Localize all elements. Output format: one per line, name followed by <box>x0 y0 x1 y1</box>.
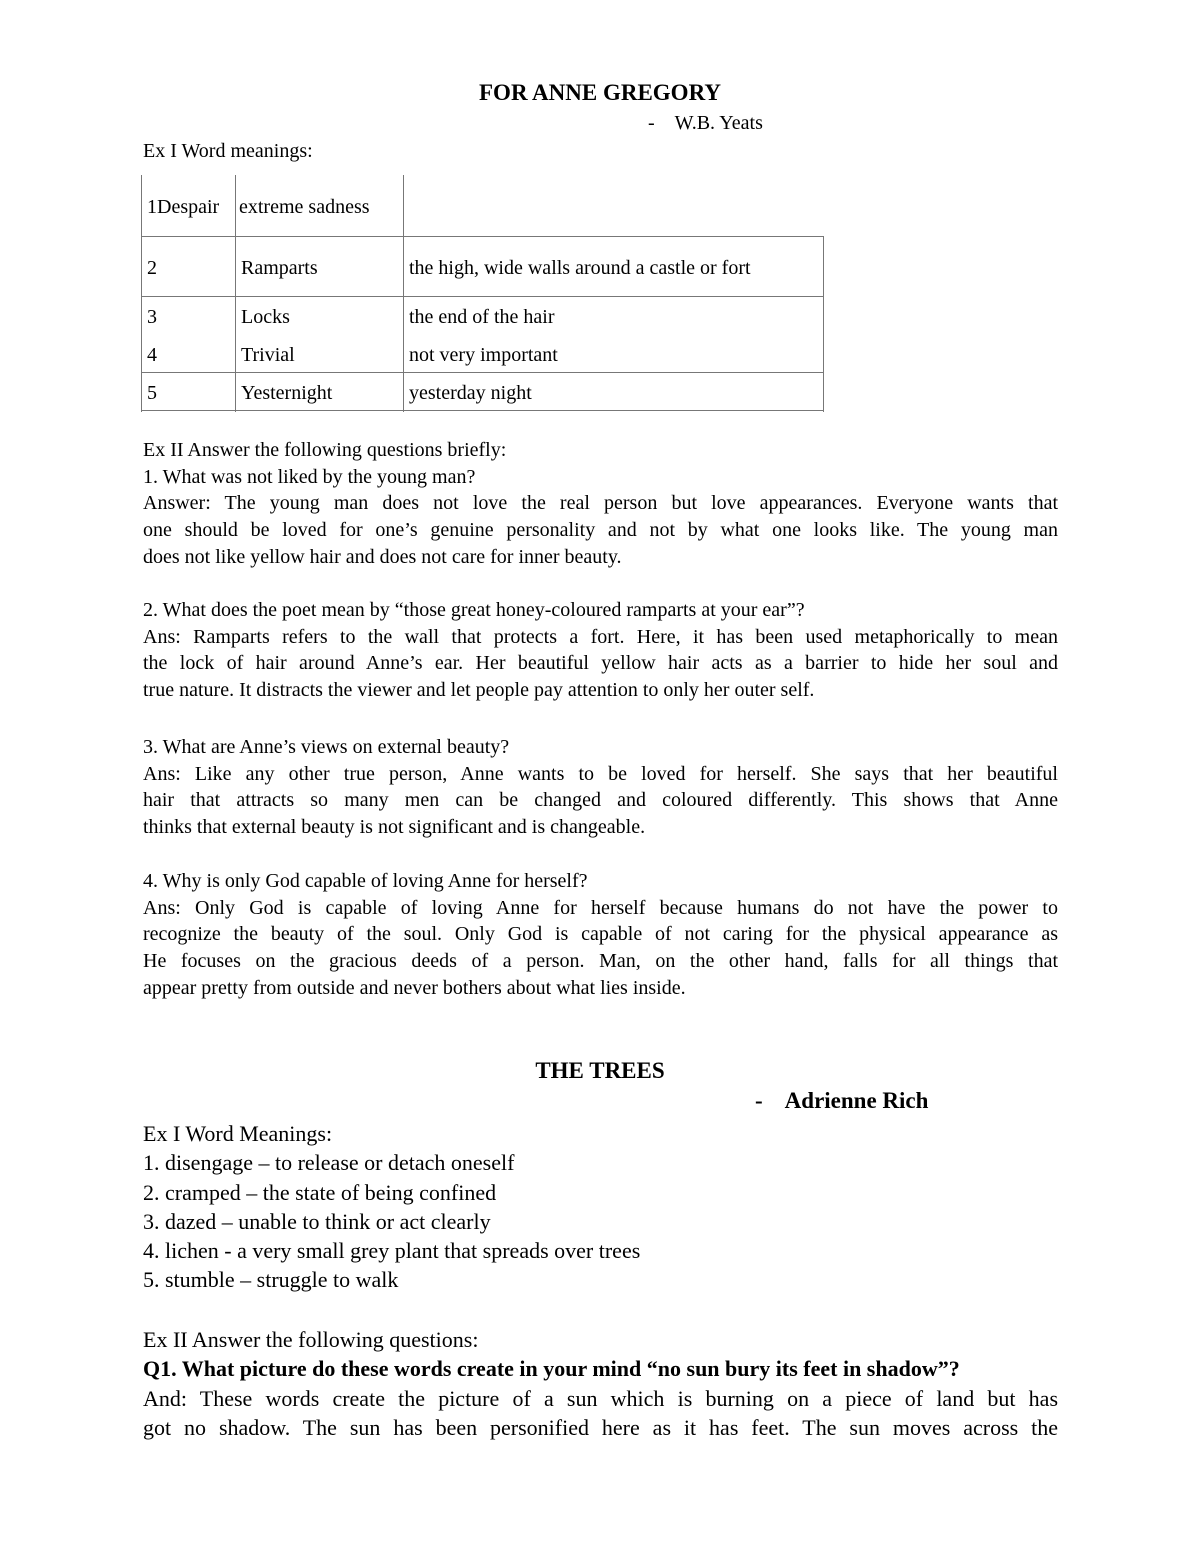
answer-line: one should be loved for one’s genuine personality and not by what one looks like. The young man <box>143 519 1058 542</box>
meaning-item: 3. dazed – unable to think or act clearly <box>143 1208 491 1234</box>
poem2-title: THE TREES <box>535 1058 665 1083</box>
answer-line: hair that attracts so many men can be changed and coloured differently. This shows that Anne <box>143 789 1058 812</box>
qa-block-2 <box>143 597 1058 704</box>
qa-block-3 <box>143 734 1058 841</box>
meaning-item: 2. cramped – the state of being confined <box>143 1179 497 1205</box>
poem1-author-name: W.B. Yeats <box>674 112 763 134</box>
table-cell-meaning: extreme sadness <box>239 196 370 218</box>
answer-line: He focuses on the gracious deeds of a person. Man, on the other hand, falls for all things that <box>143 950 1058 973</box>
answer-line: thinks that external beauty is not significant and is changeable. <box>143 816 646 839</box>
table-cell-word: Trivial <box>241 344 295 366</box>
table-cell-word: Locks <box>241 306 290 328</box>
table-cell-meaning: the end of the hair <box>409 306 555 328</box>
table-cell-num: 1Despair <box>147 196 220 218</box>
poem2-author <box>755 1088 928 1114</box>
answer-line: Ans: Only God is capable of loving Anne for herself because humans do not have the power to <box>143 896 1058 919</box>
answer-line: the lock of hair around Anne’s ear. Her beautiful yellow hair acts as a barrier to hide her soul and <box>143 652 1058 675</box>
author-dash: - <box>648 112 655 134</box>
table-cell-num: 2 <box>147 257 157 279</box>
qa-block-4 <box>143 868 1058 1002</box>
question: 4. Why is only God capable of loving Anne for herself? <box>143 870 588 892</box>
answer-line: true nature. It distracts the viewer and let people pay attention to only her outer self. <box>143 679 815 702</box>
poem2-ex2-label: Ex II Answer the following questions: <box>143 1327 479 1352</box>
meaning-item: 1. disengage – to release or detach oneself <box>143 1150 515 1176</box>
answer-line: Ans: Like any other true person, Anne wants to be loved for herself. She says that her beautiful <box>143 762 1058 785</box>
poem2-ex2-block <box>143 1325 1058 1442</box>
answer-line: got no shadow. The sun has been personified here as it has feet. The sun moves across the <box>143 1414 1058 1440</box>
poem2-ex1-label: Ex I Word Meanings: <box>143 1121 333 1146</box>
table-cell-meaning: yesterday night <box>409 382 532 404</box>
question: Q1. What picture do these words create in your mind “no sun bury its feet in shadow”? <box>143 1356 960 1382</box>
meaning-item: 4. lichen - a very small grey plant that spreads over trees <box>143 1238 641 1264</box>
answer-line: appear pretty from outside and never bothers about what lies inside. <box>143 976 686 999</box>
answer-line: Ans: Ramparts refers to the wall that protects a fort. Here, it has been used metaphorically to mean <box>143 625 1058 648</box>
poem1-ex1-label: Ex I Word meanings: <box>143 140 313 162</box>
poem1-title: FOR ANNE GREGORY <box>479 80 721 105</box>
answer-line: does not like yellow hair and does not care for inner beauty. <box>143 545 622 568</box>
word-meanings-table <box>141 175 824 412</box>
table-cell-word: Ramparts <box>241 257 318 279</box>
question: 2. What does the poet mean by “those great honey-coloured ramparts at your ear”? <box>143 599 805 621</box>
author-dash: - <box>755 1088 763 1113</box>
table-cell-num: 3 <box>147 306 157 328</box>
meaning-item: 5. stumble – struggle to walk <box>143 1267 399 1293</box>
question: 1. What was not liked by the young man? <box>143 465 476 488</box>
answer-line: Answer: The young man does not love the real person but love appearances. Everyone wants that <box>143 492 1058 515</box>
poem1-ex2-label: Ex II Answer the following questions briefly: <box>143 439 507 461</box>
question: 3. What are Anne’s views on external beauty? <box>143 736 510 758</box>
poem1-ex2-block <box>143 437 1058 571</box>
answer-line: recognize the beauty of the soul. Only God is capable of not caring for the physical appearance as <box>143 923 1058 946</box>
table-cell-meaning: the high, wide walls around a castle or fort <box>409 257 751 279</box>
table-cell-meaning: not very important <box>409 344 558 366</box>
table-cell-num: 5 <box>147 382 157 404</box>
table-cell-num: 4 <box>147 344 157 366</box>
poem1-author <box>648 112 763 135</box>
table-cell-word: Yesternight <box>241 382 333 404</box>
poem2-author-name: Adrienne Rich <box>784 1088 929 1113</box>
answer-line: And: These words create the picture of a sun which is burning on a piece of land but has <box>143 1385 1058 1411</box>
poem2-ex1-block <box>143 1119 1058 1295</box>
